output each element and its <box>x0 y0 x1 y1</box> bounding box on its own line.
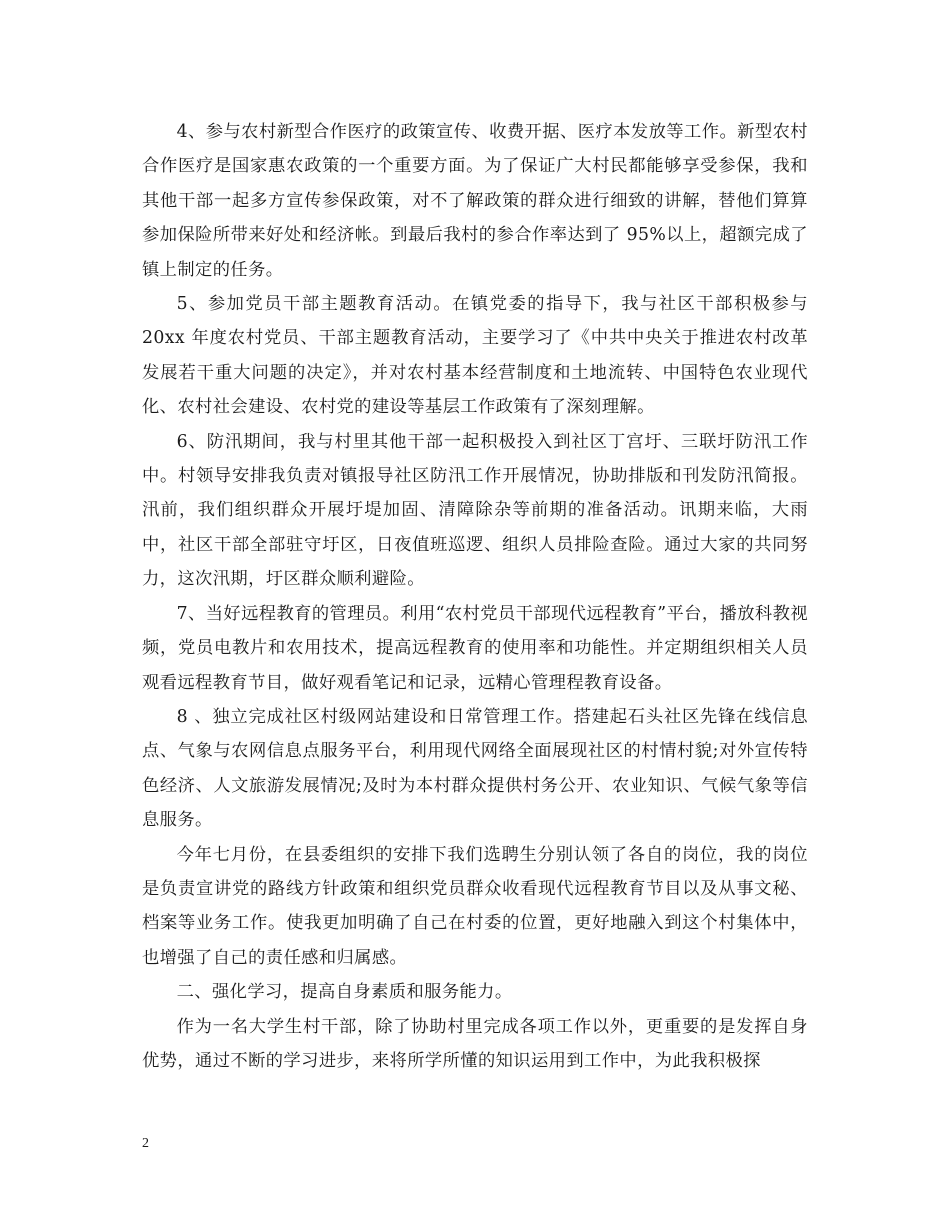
document-body <box>142 115 808 1078</box>
paragraph-item-8: 8 、独立完成社区村级网站建设和日常管理工作。搭建起石头社区先锋在线信息点、气象与农网信息点服务平台，利用现代网络全面展现社区的村情村貌;对外宣传特色经济、人文旅游发展情况;及时为本村群众提供村务公开、农业知识、气候气象等信息服务。 <box>142 706 808 831</box>
paragraph-item-6: 6、防汛期间，我与村里其他干部一起积极投入到社区丁宫圩、三联圩防汛工作中。村领导安排我负责对镇报导社区防汛工作开展情况，协助排版和刊发防汛简报。汛前，我们组织群众开展圩堤加固、清障除杂等前期的准备活动。讯期来临，大雨中，社区干部全部驻守圩区，日夜值班巡逻、组织人员排险查险。通过大家的共同努力，这次汛期，圩区群众顺利避险。 <box>142 431 808 590</box>
paragraph-item-5: 5、参加党员干部主题教育活动。在镇党委的指导下，我与社区干部积极参与20xx 年度农村党员、干部主题教育活动，主要学习了《中共中央关于推进农村改革发展若干重大问题的决定》，并对农村基本经营制度和土地流转、中国特色农业现代化、农村社会建设、农村党的建设等基层工作政策有了深刻理解。 <box>142 294 808 418</box>
paragraph-study-intro: 作为一名大学生村干部，除了协助村里完成各项工作以外，更重要的是发挥自身优势，通过不断的学习进步，来将所学所懂的知识运用到工作中，为此我积极探 <box>142 1016 808 1071</box>
paragraph-post-assignment: 今年七月份，在县委组织的安排下我们选聘生分别认领了各自的岗位，我的岗位是负责宣讲党的路线方针政策和组织党员群众收看现代远程教育节目以及从事文秘、档案等业务工作。使我更加明确了自己在村委的位置，更好地融入到这个村集体中，也增强了自己的责任感和归属感。 <box>142 844 808 968</box>
section-heading-study: 二、强化学习，提高自身素质和服务能力。 <box>176 982 513 1003</box>
paragraph-item-4: 4、参与农村新型合作医疗的政策宣传、收费开据、医疗本发放等工作。新型农村合作医疗是国家惠农政策的一个重要方面。为了保证广大村民都能够享受参保，我和其他干部一起多方宣传参保政策，对不了解政策的群众进行细致的讲解，替他们算算参加保险所带来好处和经济帐。到最后我村的参合作率达到了 95%以上，超额完成了镇上制定的任务。 <box>142 122 808 280</box>
page-number: 2 <box>142 1136 149 1151</box>
paragraph-item-7: 7、当好远程教育的管理员。利用“农村党员干部现代远程教育”平台，播放科教视频，党员电教片和农用技术，提高远程教育的使用率和功能性。并定期组织相关人员观看远程教育节目，做好观看笔记和记录，远精心管理程教育设备。 <box>142 603 808 693</box>
